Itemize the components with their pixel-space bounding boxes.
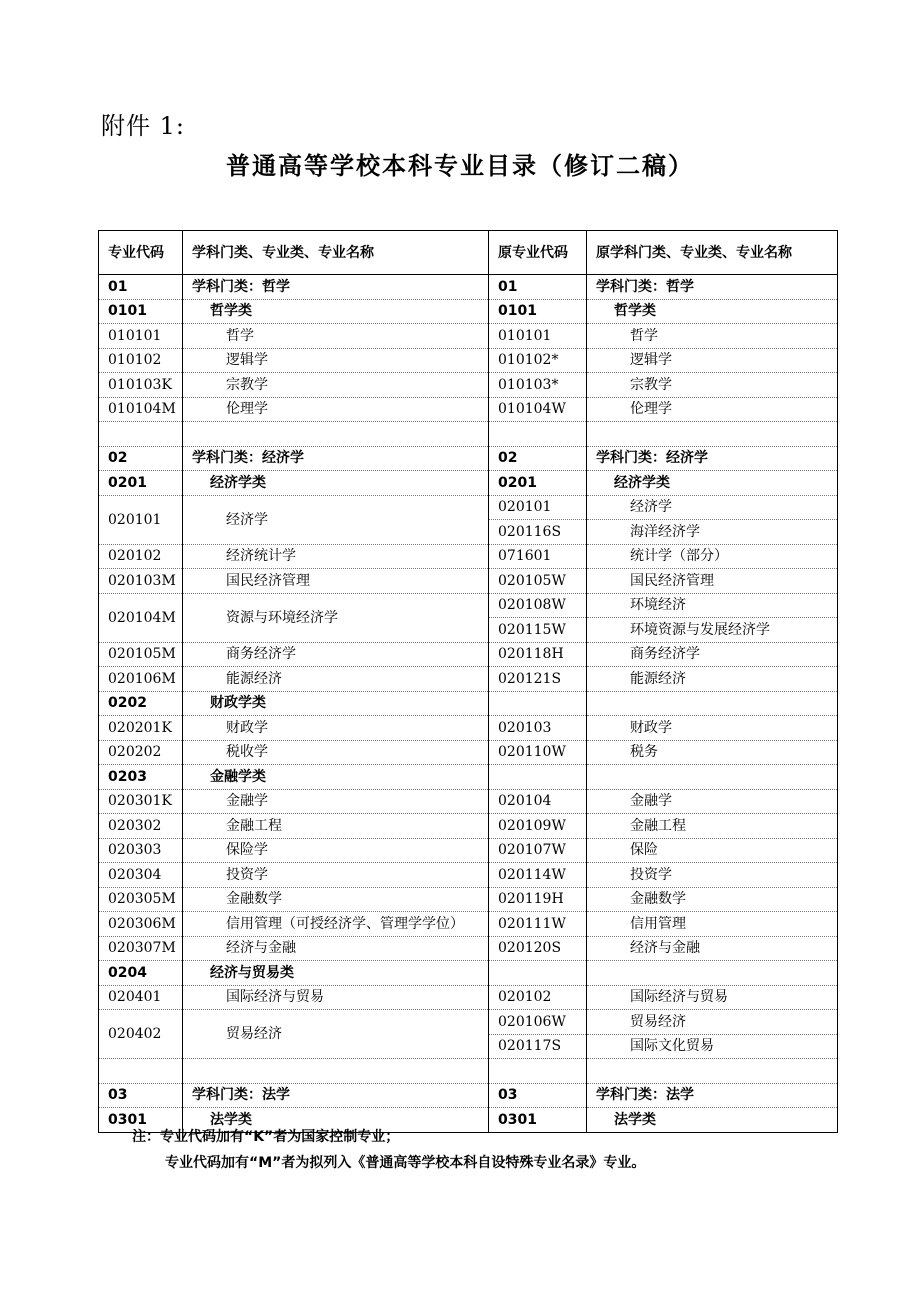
table-row	[99, 1059, 838, 1084]
table-row	[99, 544, 838, 569]
orig-code-cell: 020104	[489, 789, 587, 814]
orig-code-cell: 020108W	[489, 593, 587, 618]
orig-name-cell	[587, 1059, 838, 1084]
orig-name-cell: 国民经济管理	[587, 569, 838, 594]
orig-name-cell: 环境资源与发展经济学	[587, 618, 838, 643]
table-row	[99, 863, 838, 888]
code-cell: 020104M	[99, 593, 183, 642]
name-cell: 财政学类	[183, 691, 489, 716]
code-cell: 010104M	[99, 397, 183, 422]
orig-code-cell: 020117S	[489, 1034, 587, 1059]
code-cell: 0202	[99, 691, 183, 716]
orig-code-cell: 010102*	[489, 348, 587, 373]
name-cell: 金融工程	[183, 814, 489, 839]
name-cell: 财政学	[183, 716, 489, 741]
code-cell: 020302	[99, 814, 183, 839]
orig-code-cell: 020111W	[489, 912, 587, 937]
orig-code-cell: 020121S	[489, 667, 587, 692]
table-row	[99, 1083, 838, 1108]
table-row	[99, 299, 838, 324]
code-cell: 020103M	[99, 569, 183, 594]
table-row	[99, 397, 838, 422]
name-cell: 商务经济学	[183, 642, 489, 667]
orig-name-cell: 学科门类：哲学	[587, 275, 838, 300]
orig-name-cell: 保险	[587, 838, 838, 863]
table-row	[99, 593, 838, 618]
orig-code-cell: 010104W	[489, 397, 587, 422]
footnote-line-2: 专业代码加有“M”者为拟列入《普通高等学校本科自设特殊专业名录》专业。	[165, 1155, 646, 1171]
orig-name-cell: 宗教学	[587, 373, 838, 398]
code-cell: 0101	[99, 299, 183, 324]
orig-code-cell: 0201	[489, 471, 587, 496]
orig-code-cell: 020101	[489, 495, 587, 520]
orig-code-cell: 020103	[489, 716, 587, 741]
orig-name-cell	[587, 422, 838, 447]
code-cell: 020303	[99, 838, 183, 863]
table-row	[99, 667, 838, 692]
orig-name-cell: 税务	[587, 740, 838, 765]
name-cell: 经济学	[183, 495, 489, 544]
name-cell: 信用管理（可授经济学、管理学学位）	[183, 912, 489, 937]
orig-code-cell: 020116S	[489, 520, 587, 545]
orig-code-cell: 020118H	[489, 642, 587, 667]
orig-name-cell: 经济学	[587, 495, 838, 520]
name-cell: 学科门类：法学	[183, 1083, 489, 1108]
table-row	[99, 765, 838, 790]
table-row	[99, 1010, 838, 1035]
orig-name-cell: 经济与金融	[587, 936, 838, 961]
orig-code-cell	[489, 765, 587, 790]
page-title: 普通高等学校本科专业目录（修订二稿）	[226, 152, 694, 180]
name-cell: 哲学	[183, 324, 489, 349]
orig-name-cell: 学科门类：法学	[587, 1083, 838, 1108]
code-cell: 020105M	[99, 642, 183, 667]
code-cell: 0204	[99, 961, 183, 986]
orig-code-cell: 020106W	[489, 1010, 587, 1035]
name-cell	[183, 1059, 489, 1084]
orig-name-cell: 投资学	[587, 863, 838, 888]
orig-code-cell: 0301	[489, 1108, 587, 1133]
code-cell: 020102	[99, 544, 183, 569]
table-row	[99, 275, 838, 300]
name-cell: 金融数学	[183, 887, 489, 912]
orig-name-cell: 金融学	[587, 789, 838, 814]
code-cell	[99, 1059, 183, 1084]
name-cell: 国民经济管理	[183, 569, 489, 594]
orig-name-cell: 经济学类	[587, 471, 838, 496]
orig-code-cell: 02	[489, 446, 587, 471]
code-cell: 020402	[99, 1010, 183, 1059]
code-cell: 010103K	[99, 373, 183, 398]
name-cell: 国际经济与贸易	[183, 985, 489, 1010]
name-cell: 投资学	[183, 863, 489, 888]
code-cell: 020305M	[99, 887, 183, 912]
code-cell: 01	[99, 275, 183, 300]
code-cell: 0203	[99, 765, 183, 790]
name-cell: 金融学	[183, 789, 489, 814]
header-name: 学科门类、专业类、专业名称	[183, 231, 489, 275]
header-code: 专业代码	[99, 231, 183, 275]
table-row	[99, 471, 838, 496]
orig-name-cell: 金融工程	[587, 814, 838, 839]
code-cell: 020301K	[99, 789, 183, 814]
orig-code-cell: 071601	[489, 544, 587, 569]
name-cell: 贸易经济	[183, 1010, 489, 1059]
code-cell: 020201K	[99, 716, 183, 741]
table-row	[99, 324, 838, 349]
table-row	[99, 814, 838, 839]
table-row	[99, 716, 838, 741]
name-cell: 经济统计学	[183, 544, 489, 569]
orig-code-cell: 020115W	[489, 618, 587, 643]
name-cell: 逻辑学	[183, 348, 489, 373]
orig-code-cell: 020105W	[489, 569, 587, 594]
footnote	[132, 1124, 645, 1176]
orig-code-cell: 020114W	[489, 863, 587, 888]
name-cell: 哲学类	[183, 299, 489, 324]
table-row	[99, 569, 838, 594]
table-row	[99, 789, 838, 814]
orig-name-cell: 金融数学	[587, 887, 838, 912]
attachment-label: 附件 1:	[101, 112, 185, 140]
code-cell: 020307M	[99, 936, 183, 961]
table-row	[99, 446, 838, 471]
orig-name-cell: 能源经济	[587, 667, 838, 692]
code-cell: 020304	[99, 863, 183, 888]
name-cell	[183, 422, 489, 447]
orig-code-cell	[489, 961, 587, 986]
footnote-line-1: 注：专业代码加有“K”者为国家控制专业；	[132, 1129, 400, 1145]
orig-code-cell: 020109W	[489, 814, 587, 839]
orig-code-cell: 020119H	[489, 887, 587, 912]
orig-name-cell: 国际经济与贸易	[587, 985, 838, 1010]
orig-code-cell: 020120S	[489, 936, 587, 961]
orig-name-cell	[587, 765, 838, 790]
code-cell: 020306M	[99, 912, 183, 937]
code-cell: 010102	[99, 348, 183, 373]
name-cell: 保险学	[183, 838, 489, 863]
orig-name-cell: 环境经济	[587, 593, 838, 618]
orig-name-cell: 海洋经济学	[587, 520, 838, 545]
table-row	[99, 985, 838, 1010]
orig-name-cell: 学科门类：经济学	[587, 446, 838, 471]
orig-code-cell	[489, 1059, 587, 1084]
orig-name-cell: 伦理学	[587, 397, 838, 422]
orig-code-cell: 0101	[489, 299, 587, 324]
code-cell: 020401	[99, 985, 183, 1010]
name-cell: 金融学类	[183, 765, 489, 790]
name-cell: 经济学类	[183, 471, 489, 496]
orig-name-cell	[587, 691, 838, 716]
code-cell: 020101	[99, 495, 183, 544]
orig-code-cell: 03	[489, 1083, 587, 1108]
orig-name-cell: 哲学	[587, 324, 838, 349]
orig-name-cell: 财政学	[587, 716, 838, 741]
table-row	[99, 642, 838, 667]
table-row	[99, 838, 838, 863]
orig-code-cell: 01	[489, 275, 587, 300]
code-cell: 020106M	[99, 667, 183, 692]
name-cell: 宗教学	[183, 373, 489, 398]
name-cell: 法学类	[183, 1108, 489, 1133]
table-row	[99, 495, 838, 520]
name-cell: 学科门类：经济学	[183, 446, 489, 471]
table-row	[99, 740, 838, 765]
table-row	[99, 422, 838, 447]
name-cell: 资源与环境经济学	[183, 593, 489, 642]
table-row	[99, 936, 838, 961]
table-header-row	[99, 231, 838, 275]
header-orig-code: 原专业代码	[489, 231, 587, 275]
name-cell: 能源经济	[183, 667, 489, 692]
code-cell: 02	[99, 446, 183, 471]
code-cell: 010101	[99, 324, 183, 349]
code-cell: 020202	[99, 740, 183, 765]
orig-code-cell: 010101	[489, 324, 587, 349]
name-cell: 经济与贸易类	[183, 961, 489, 986]
table-row	[99, 887, 838, 912]
name-cell: 伦理学	[183, 397, 489, 422]
table-row	[99, 961, 838, 986]
orig-code-cell: 020107W	[489, 838, 587, 863]
orig-name-cell: 逻辑学	[587, 348, 838, 373]
orig-code-cell: 020110W	[489, 740, 587, 765]
table-row	[99, 691, 838, 716]
orig-name-cell: 商务经济学	[587, 642, 838, 667]
header-orig-name: 原学科门类、专业类、专业名称	[587, 231, 838, 275]
orig-name-cell: 统计学（部分）	[587, 544, 838, 569]
table-row	[99, 373, 838, 398]
orig-code-cell: 010103*	[489, 373, 587, 398]
name-cell: 经济与金融	[183, 936, 489, 961]
orig-name-cell: 哲学类	[587, 299, 838, 324]
table-row	[99, 912, 838, 937]
code-cell: 0301	[99, 1108, 183, 1133]
orig-name-cell	[587, 961, 838, 986]
code-cell	[99, 422, 183, 447]
orig-name-cell: 信用管理	[587, 912, 838, 937]
orig-name-cell: 法学类	[587, 1108, 838, 1133]
orig-code-cell: 020102	[489, 985, 587, 1010]
orig-code-cell	[489, 691, 587, 716]
name-cell: 税收学	[183, 740, 489, 765]
catalog-table	[98, 230, 838, 1133]
table-row	[99, 348, 838, 373]
orig-code-cell	[489, 422, 587, 447]
code-cell: 0201	[99, 471, 183, 496]
name-cell: 学科门类：哲学	[183, 275, 489, 300]
orig-name-cell: 国际文化贸易	[587, 1034, 838, 1059]
code-cell: 03	[99, 1083, 183, 1108]
orig-name-cell: 贸易经济	[587, 1010, 838, 1035]
